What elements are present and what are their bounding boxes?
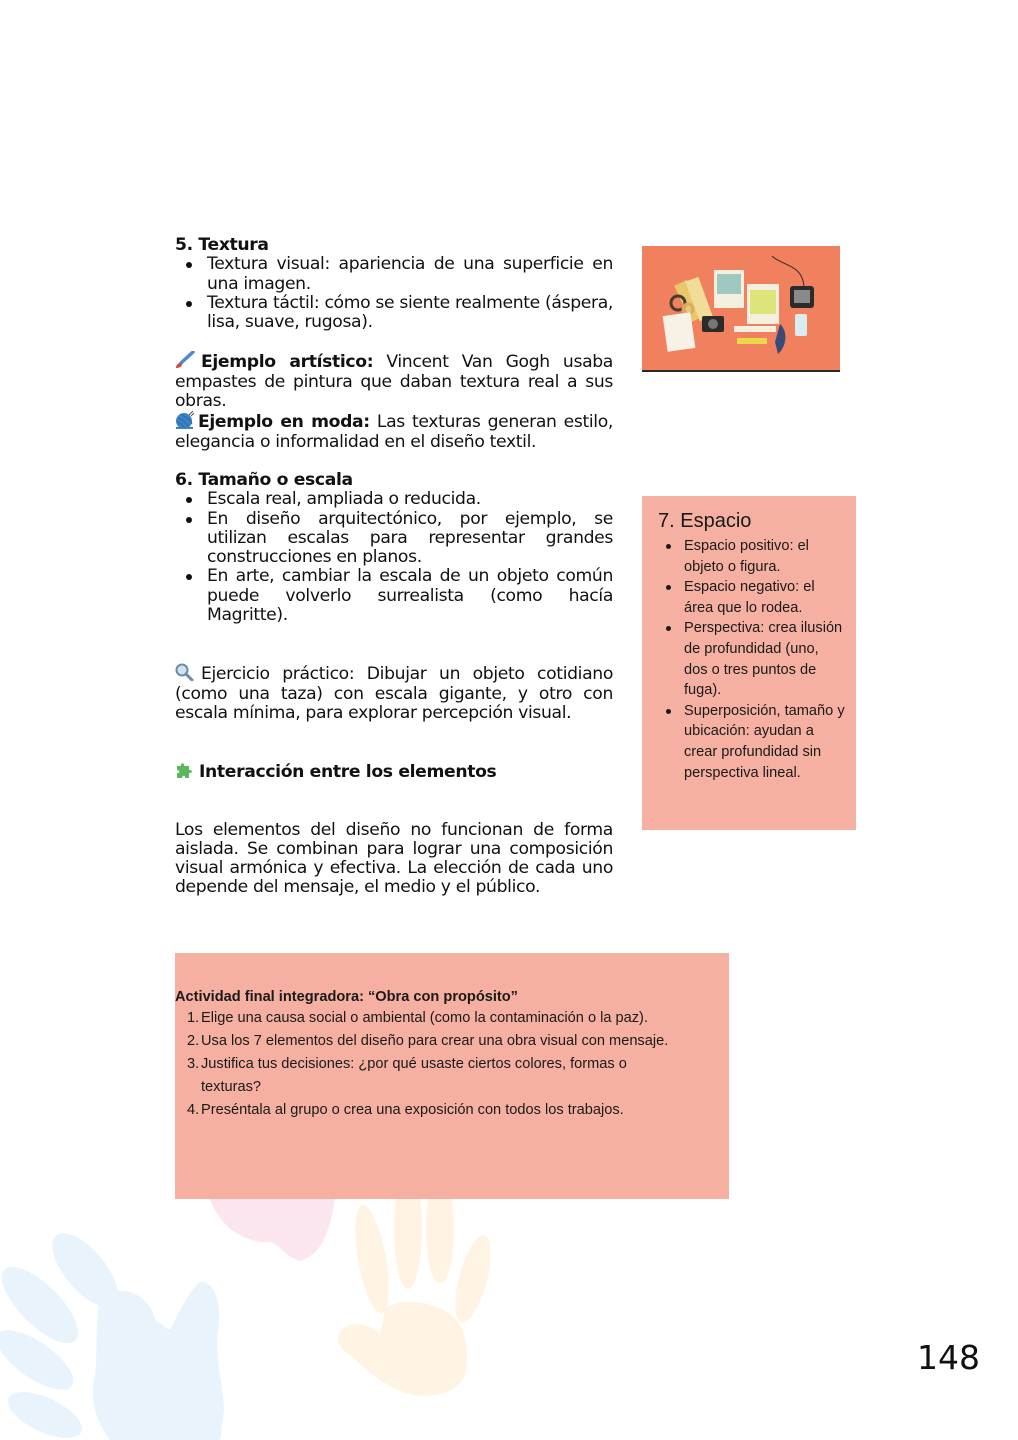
list-item: En arte, cambiar la escala de un objeto común puede volverlo surrealista (como hacía Magritte).: [207, 566, 613, 626]
espacio-title: 7. Espacio: [658, 510, 752, 532]
activity-list: [175, 1007, 729, 1122]
list-item: [187, 1099, 671, 1122]
list-item: Perspectiva: crea ilusión de profundidad (uno, dos o tres puntos de fuga).: [684, 618, 846, 700]
example-fashion-label: Ejemplo en moda:: [198, 412, 370, 433]
flatlay-illustration: [642, 246, 840, 370]
magnifier-icon: [175, 663, 195, 681]
textura-list: [175, 255, 613, 332]
yarn-ball-icon: [175, 411, 194, 429]
example-fashion: [175, 411, 613, 452]
list-item: Espacio positivo: el objeto o figura.: [684, 536, 846, 577]
list-item: Superposición, tamaño y ubicación: ayudan a crear profundidad sin perspectiva lineal.: [684, 701, 846, 783]
interaction-heading: [175, 761, 613, 782]
paintbrush-icon: [175, 351, 195, 369]
yellow-handprint-decoration: [310, 1199, 490, 1399]
item-number: 4.: [187, 1102, 200, 1118]
final-activity-box: [175, 953, 729, 1199]
activity-title: Actividad final integradora: “Obra con propósito”: [175, 989, 518, 1005]
espacio-callout: [642, 496, 856, 830]
list-item: Escala real, ampliada o reducida.: [207, 490, 613, 509]
item-text: Elige una causa social o ambiental (como la contaminación o la paz).: [201, 1010, 648, 1026]
item-text: Justifica tus decisiones: ¿por qué usaste ciertos colores, formas o texturas?: [201, 1056, 627, 1095]
list-item: [187, 1053, 671, 1099]
section-title-textura: 5. Textura: [175, 235, 269, 255]
blue-handprint-decoration: [0, 1210, 240, 1440]
example-artistic-text: Vincent Van Gogh usaba empastes de pintura que daban textura real a sus obras.: [175, 352, 613, 412]
list-item: Espacio negativo: el área que lo rodea.: [684, 577, 846, 618]
exercise-paragraph: [175, 663, 613, 723]
exercise-text: Ejercicio práctico: Dibujar un objeto cotidiano (como una taza) con escala gigante, y otro con escala mínima, para explorar percepción visual.: [175, 664, 613, 723]
item-number: 2.: [187, 1033, 200, 1049]
example-fashion-text: Las texturas generan estilo, elegancia o informalidad en el diseño textil.: [175, 412, 613, 452]
list-item: Textura táctil: cómo se siente realmente (áspera, lisa, suave, rugosa).: [207, 292, 613, 333]
interaction-paragraph: Los elementos del diseño no funcionan de forma aislada. Se combinan para lograr una composición visual armónica y efectiva. La elección de cada uno depende del mensaje, el medio y el público.: [175, 819, 613, 898]
list-item: En diseño arquitectónico, por ejemplo, se utilizan escalas para representar grandes construcciones en planos.: [207, 508, 613, 568]
item-number: 3.: [187, 1056, 200, 1072]
puzzle-piece-icon: [175, 761, 194, 779]
section-title-tamano: 6. Tamaño o escala: [175, 469, 353, 490]
list-item: [187, 1030, 671, 1053]
example-artistic: [175, 351, 613, 411]
example-artistic-label: Ejemplo artístico:: [201, 352, 374, 373]
item-number: 1.: [187, 1010, 200, 1026]
item-text: Usa los 7 elementos del diseño para crear una obra visual con mensaje.: [201, 1033, 669, 1049]
list-item: Textura visual: apariencia de una superficie en una imagen.: [207, 254, 613, 294]
item-text: Preséntala al grupo o crea una exposición con todos los trabajos.: [201, 1102, 624, 1118]
espacio-list: [658, 536, 846, 783]
list-item: [187, 1007, 671, 1030]
main-column: [175, 236, 613, 898]
tamano-list: [175, 490, 613, 625]
design-tools-illustration: [642, 246, 840, 372]
interaction-title: Interacción entre los elementos: [199, 762, 497, 783]
page-number: 148: [917, 1338, 980, 1377]
